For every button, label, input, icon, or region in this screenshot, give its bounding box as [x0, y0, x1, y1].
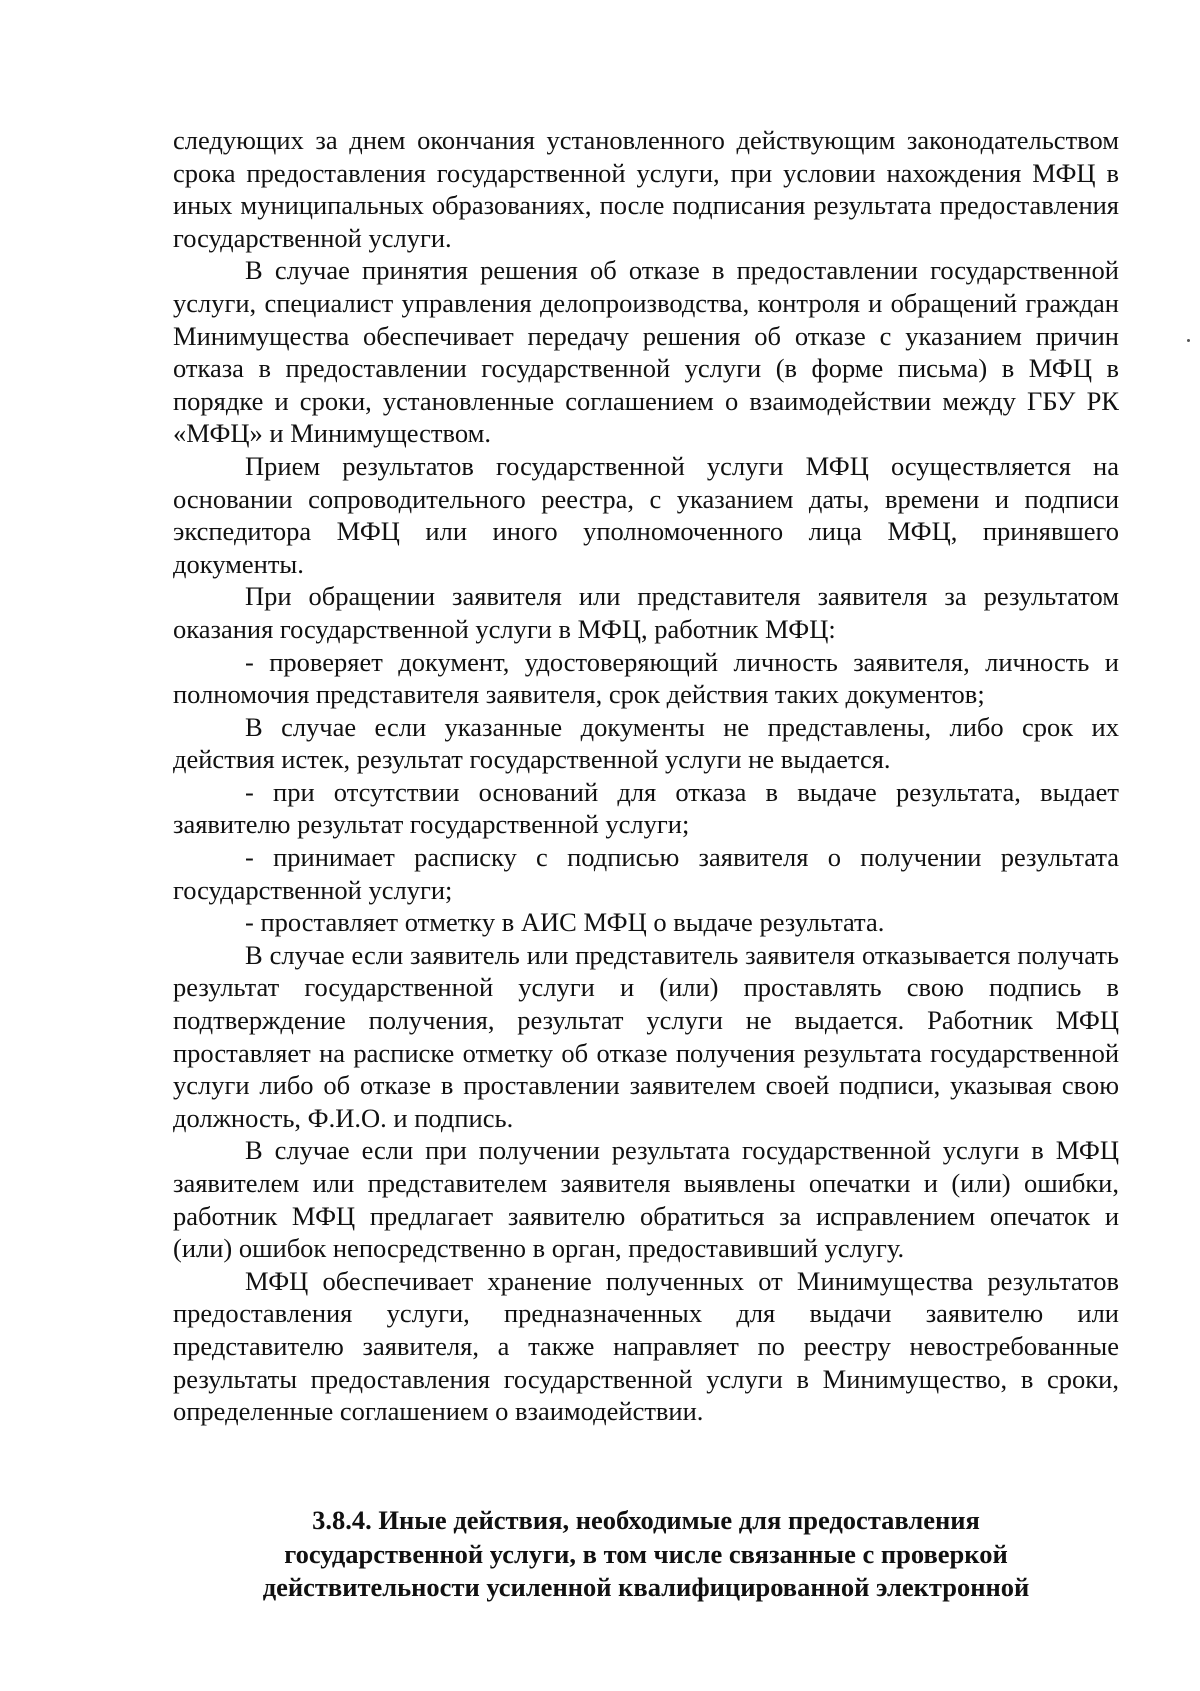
list-item: - проставляет отметку в АИС МФЦ о выдаче результата. — [245, 907, 885, 938]
heading-line: действительности усиленной квалифицированной электронной — [262, 1572, 1030, 1602]
list-item: - проверяет документ, удостоверяющий личность заявителя, личность и полномочия представителя заявителя, срок действия таких документов; — [173, 646, 1119, 710]
heading-line: государственной услуги, в том числе связанные с проверкой — [284, 1538, 1008, 1569]
paragraph: В случае если заявитель или представитель заявителя отказывается получать результат государственной услуги и (или) проставлять свою подпись в подтверждение получения, результат услуги не выдается. Работник МФЦ проставляет на расписке отметку об отказе получения результата государственной услуги либо об отказе в проставлении заявителем своей подписи, указывая свою должность, Ф.И.О. и подпись. — [173, 939, 1119, 1133]
paragraph: В случае если указанные документы не представлены, либо срок их действия истек, результат государственной услуги не выдается. — [173, 711, 1119, 775]
paragraph: МФЦ обеспечивает хранение полученных от Минимущества результатов предоставления услуги, предназначенных для выдачи заявителю или представителю заявителя, а также направляет по реестру невостребованные результаты предоставления государственной услуги в Минимущество, в сроки, определенные соглашением о взаимодействии. — [173, 1265, 1119, 1427]
paragraph: При обращении заявителя или представителя заявителя за результатом оказания государственной услуги в МФЦ, работник МФЦ: — [173, 581, 1119, 644]
section-heading — [173, 1504, 1119, 1605]
paragraph: следующих за днем окончания установленного действующим законодательством срока предоставления государственной услуги, при условии нахождения МФЦ в иных муниципальных образованиях, после подписания результата предоставления государственной услуги. — [173, 125, 1119, 253]
paragraph: Прием результатов государственной услуги МФЦ осуществляется на основании сопроводительного реестра, с указанием даты, времени и подписи экспедитора МФЦ или иного уполномоченного лица МФЦ, принявшего документы. — [173, 450, 1119, 579]
paragraph: В случае если при получении результата государственной услуги в МФЦ заявителем или представителем заявителя выявлены опечатки и (или) ошибки, работник МФЦ предлагает заявителю обратиться за исправлением опечаток и (или) ошибок непосредственно в орган, предоставивший услугу. — [173, 1135, 1119, 1264]
body-text — [173, 124, 1119, 1428]
scan-dot-mark — [1187, 339, 1190, 342]
paragraph: В случае принятия решения об отказе в предоставлении государственной услуги, специалист управления делопроизводства, контроля и обращений граждан Минимущества обеспечивает передачу решения об отказе с указанием причин отказа в предоставлении государственной услуги (в форме письма) в МФЦ в порядке и сроки, установленные соглашением о взаимодействии между ГБУ РК «МФЦ» и Минимуществом. — [173, 255, 1119, 449]
list-item: - при отсутствии оснований для отказа в выдаче результата, выдает заявителю результат государственной услуги; — [173, 776, 1119, 840]
list-item: - принимает расписку с подписью заявителя о получении результата государственной услуги; — [173, 842, 1119, 905]
heading-line: 3.8.4. Иные действия, необходимые для предоставления — [312, 1505, 980, 1535]
